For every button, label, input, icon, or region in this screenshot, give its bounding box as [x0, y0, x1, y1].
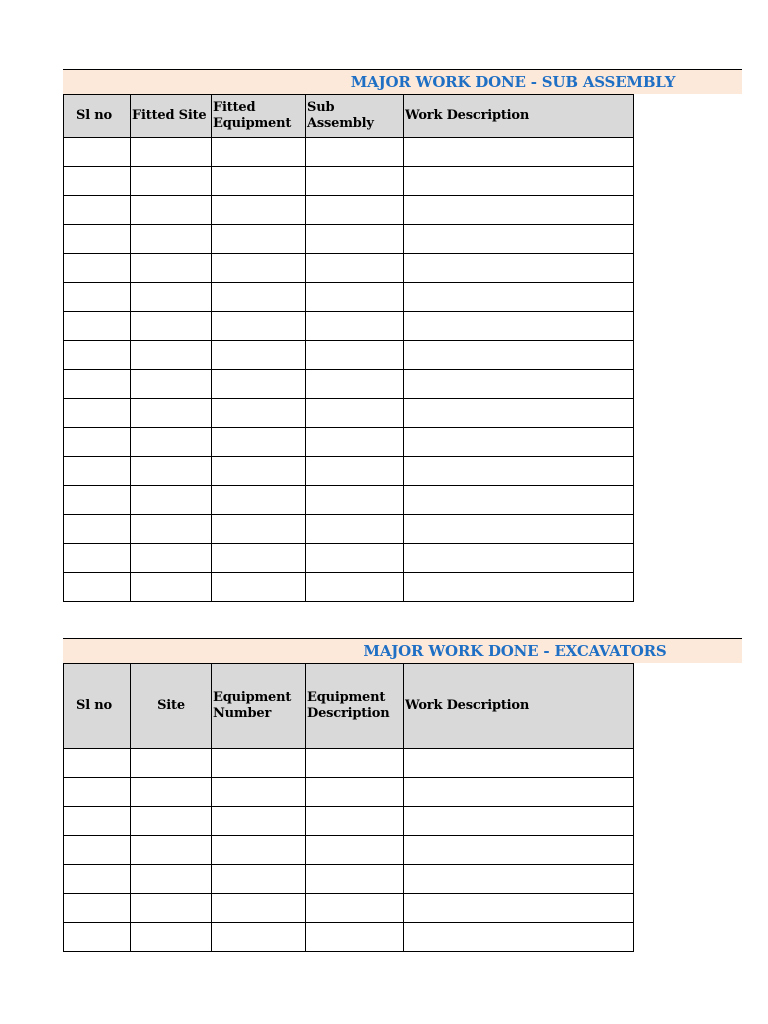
- work-description-cell[interactable]: [404, 923, 634, 952]
- col2-cell[interactable]: [131, 836, 212, 865]
- col2-cell[interactable]: [131, 341, 212, 370]
- col3-cell[interactable]: [212, 225, 306, 254]
- sl-no-cell[interactable]: [64, 399, 131, 428]
- work-description-cell[interactable]: [404, 778, 634, 807]
- sl-no-cell[interactable]: [64, 225, 131, 254]
- col3-cell[interactable]: [212, 254, 306, 283]
- sub-assembly-table-row: [64, 428, 634, 457]
- header-site: Site: [131, 664, 212, 749]
- col4-cell[interactable]: [306, 341, 404, 370]
- col4-cell[interactable]: [306, 428, 404, 457]
- col3-cell[interactable]: [212, 399, 306, 428]
- col4-cell[interactable]: [306, 544, 404, 573]
- sl-no-cell[interactable]: [64, 894, 131, 923]
- sl-no-cell[interactable]: [64, 312, 131, 341]
- sub-assembly-table-row: [64, 196, 634, 225]
- col4-cell[interactable]: [306, 399, 404, 428]
- col2-cell[interactable]: [131, 778, 212, 807]
- work-description-cell[interactable]: [404, 515, 634, 544]
- col3-cell[interactable]: [212, 894, 306, 923]
- col4-cell[interactable]: [306, 167, 404, 196]
- sub-assembly-table-row: [64, 573, 634, 602]
- col2-cell[interactable]: [131, 865, 212, 894]
- col2-cell[interactable]: [131, 370, 212, 399]
- work-description-cell[interactable]: [404, 341, 634, 370]
- col3-cell[interactable]: [212, 486, 306, 515]
- header-sub-assembly: [306, 95, 404, 138]
- work-description-cell[interactable]: [404, 399, 634, 428]
- header-equipment-description: [306, 664, 404, 749]
- col2-cell[interactable]: [131, 196, 212, 225]
- excavators-table-row: [64, 836, 634, 865]
- col3-cell[interactable]: [212, 923, 306, 952]
- sl-no-cell[interactable]: [64, 196, 131, 225]
- excavators-table-row: [64, 749, 634, 778]
- col3-cell[interactable]: [212, 370, 306, 399]
- header-work-description: Work Description: [404, 95, 634, 138]
- sub-assembly-table-row: [64, 486, 634, 515]
- col2-cell[interactable]: [131, 138, 212, 167]
- sub-assembly-table-row: [64, 138, 634, 167]
- col3-cell[interactable]: [212, 341, 306, 370]
- sl-no-cell[interactable]: [64, 865, 131, 894]
- excavators-table-row: [64, 865, 634, 894]
- sub-assembly-table-row: [64, 312, 634, 341]
- sub-assembly-table-row: [64, 370, 634, 399]
- excavators-table-row: [64, 778, 634, 807]
- sl-no-cell[interactable]: [64, 544, 131, 573]
- excavators-title-band: [63, 638, 742, 663]
- work-description-cell[interactable]: [404, 167, 634, 196]
- work-description-cell[interactable]: [404, 254, 634, 283]
- sub-assembly-header-row: [64, 95, 634, 138]
- header-equipment-description-line2: Description: [307, 706, 390, 721]
- excavators-title: MAJOR WORK DONE - EXCAVATORS: [363, 642, 667, 660]
- sl-no-cell[interactable]: [64, 138, 131, 167]
- col2-cell[interactable]: [131, 283, 212, 312]
- work-description-cell[interactable]: [404, 138, 634, 167]
- col3-cell[interactable]: [212, 807, 306, 836]
- sub-assembly-table-row: [64, 515, 634, 544]
- sub-assembly-table-row: [64, 544, 634, 573]
- col4-cell[interactable]: [306, 836, 404, 865]
- sub-assembly-table-row: [64, 457, 634, 486]
- col3-cell[interactable]: [212, 749, 306, 778]
- sl-no-cell[interactable]: [64, 341, 131, 370]
- col4-cell[interactable]: [306, 923, 404, 952]
- col3-cell[interactable]: [212, 196, 306, 225]
- header-fitted-site: Fitted Site: [131, 95, 212, 138]
- excavators-table-row: [64, 894, 634, 923]
- excavators-header-row: [64, 664, 634, 749]
- col3-cell[interactable]: [212, 138, 306, 167]
- col2-cell[interactable]: [131, 573, 212, 602]
- sl-no-cell[interactable]: [64, 573, 131, 602]
- sub-assembly-table-row: [64, 341, 634, 370]
- sub-assembly-table-row: [64, 167, 634, 196]
- sub-assembly-table-row: [64, 225, 634, 254]
- work-description-cell[interactable]: [404, 457, 634, 486]
- excavators-body: [64, 749, 634, 952]
- sub-assembly-table-row: [64, 254, 634, 283]
- header-equipment-number-line2: Number: [213, 706, 272, 721]
- col4-cell[interactable]: [306, 370, 404, 399]
- col4-cell[interactable]: [306, 749, 404, 778]
- col2-cell[interactable]: [131, 254, 212, 283]
- col4-cell[interactable]: [306, 865, 404, 894]
- header-work-description: Work Description: [404, 664, 634, 749]
- col4-cell[interactable]: [306, 515, 404, 544]
- header-sub-assembly-line1: Sub: [307, 100, 335, 115]
- sl-no-cell[interactable]: [64, 254, 131, 283]
- col4-cell[interactable]: [306, 894, 404, 923]
- col4-cell[interactable]: [306, 225, 404, 254]
- sub-assembly-table-row: [64, 399, 634, 428]
- work-description-cell[interactable]: [404, 894, 634, 923]
- sl-no-cell[interactable]: [64, 515, 131, 544]
- col2-cell[interactable]: [131, 894, 212, 923]
- sl-no-cell[interactable]: [64, 923, 131, 952]
- sub-assembly-body: [64, 138, 634, 602]
- col4-cell[interactable]: [306, 486, 404, 515]
- col3-cell[interactable]: [212, 836, 306, 865]
- header-sl-no: Sl no: [64, 95, 131, 138]
- work-description-cell[interactable]: [404, 370, 634, 399]
- col4-cell[interactable]: [306, 573, 404, 602]
- col4-cell[interactable]: [306, 778, 404, 807]
- work-description-cell[interactable]: [404, 225, 634, 254]
- col3-cell[interactable]: [212, 778, 306, 807]
- work-description-cell[interactable]: [404, 836, 634, 865]
- col3-cell[interactable]: [212, 515, 306, 544]
- col2-cell[interactable]: [131, 486, 212, 515]
- sub-assembly-table-row: [64, 283, 634, 312]
- col4-cell[interactable]: [306, 807, 404, 836]
- col4-cell[interactable]: [306, 312, 404, 341]
- sl-no-cell[interactable]: [64, 836, 131, 865]
- col3-cell[interactable]: [212, 167, 306, 196]
- col4-cell[interactable]: [306, 283, 404, 312]
- work-description-cell[interactable]: [404, 486, 634, 515]
- header-sl-no: Sl no: [64, 664, 131, 749]
- work-description-cell[interactable]: [404, 312, 634, 341]
- work-description-cell[interactable]: [404, 544, 634, 573]
- sl-no-cell[interactable]: [64, 486, 131, 515]
- sl-no-cell[interactable]: [64, 428, 131, 457]
- sub-assembly-table: [63, 94, 634, 602]
- header-equipment-description-line1: Equipment: [307, 690, 386, 705]
- excavators-table-row: [64, 923, 634, 952]
- work-description-cell[interactable]: [404, 283, 634, 312]
- work-description-cell[interactable]: [404, 196, 634, 225]
- col3-cell[interactable]: [212, 573, 306, 602]
- work-description-cell[interactable]: [404, 749, 634, 778]
- sl-no-cell[interactable]: [64, 283, 131, 312]
- col2-cell[interactable]: [131, 923, 212, 952]
- sl-no-cell[interactable]: [64, 167, 131, 196]
- col3-cell[interactable]: [212, 283, 306, 312]
- sl-no-cell[interactable]: [64, 807, 131, 836]
- header-fitted-equipment: [212, 95, 306, 138]
- header-fitted-equipment-line2: Equipment: [213, 116, 292, 131]
- work-description-cell[interactable]: [404, 573, 634, 602]
- sl-no-cell[interactable]: [64, 749, 131, 778]
- col3-cell[interactable]: [212, 428, 306, 457]
- col2-cell[interactable]: [131, 399, 212, 428]
- excavators-table-row: [64, 807, 634, 836]
- header-sub-assembly-line2: Assembly: [307, 116, 374, 131]
- col4-cell[interactable]: [306, 196, 404, 225]
- col2-cell[interactable]: [131, 167, 212, 196]
- work-description-cell[interactable]: [404, 807, 634, 836]
- sub-assembly-title: MAJOR WORK DONE - SUB ASSEMBLY: [350, 73, 676, 91]
- header-equipment-number: [212, 664, 306, 749]
- col3-cell[interactable]: [212, 544, 306, 573]
- col2-cell[interactable]: [131, 312, 212, 341]
- excavators-table: [63, 663, 634, 952]
- col2-cell[interactable]: [131, 428, 212, 457]
- work-description-cell[interactable]: [404, 865, 634, 894]
- work-description-cell[interactable]: [404, 428, 634, 457]
- sl-no-cell[interactable]: [64, 778, 131, 807]
- col3-cell[interactable]: [212, 865, 306, 894]
- col2-cell[interactable]: [131, 457, 212, 486]
- col2-cell[interactable]: [131, 749, 212, 778]
- col3-cell[interactable]: [212, 457, 306, 486]
- col2-cell[interactable]: [131, 807, 212, 836]
- col4-cell[interactable]: [306, 457, 404, 486]
- sl-no-cell[interactable]: [64, 457, 131, 486]
- col4-cell[interactable]: [306, 254, 404, 283]
- col2-cell[interactable]: [131, 544, 212, 573]
- header-fitted-equipment-line1: Fitted: [213, 100, 256, 115]
- sub-assembly-title-band: [63, 69, 742, 94]
- col2-cell[interactable]: [131, 225, 212, 254]
- header-equipment-number-line1: Equipment: [213, 690, 292, 705]
- col4-cell[interactable]: [306, 138, 404, 167]
- col3-cell[interactable]: [212, 312, 306, 341]
- sl-no-cell[interactable]: [64, 370, 131, 399]
- col2-cell[interactable]: [131, 515, 212, 544]
